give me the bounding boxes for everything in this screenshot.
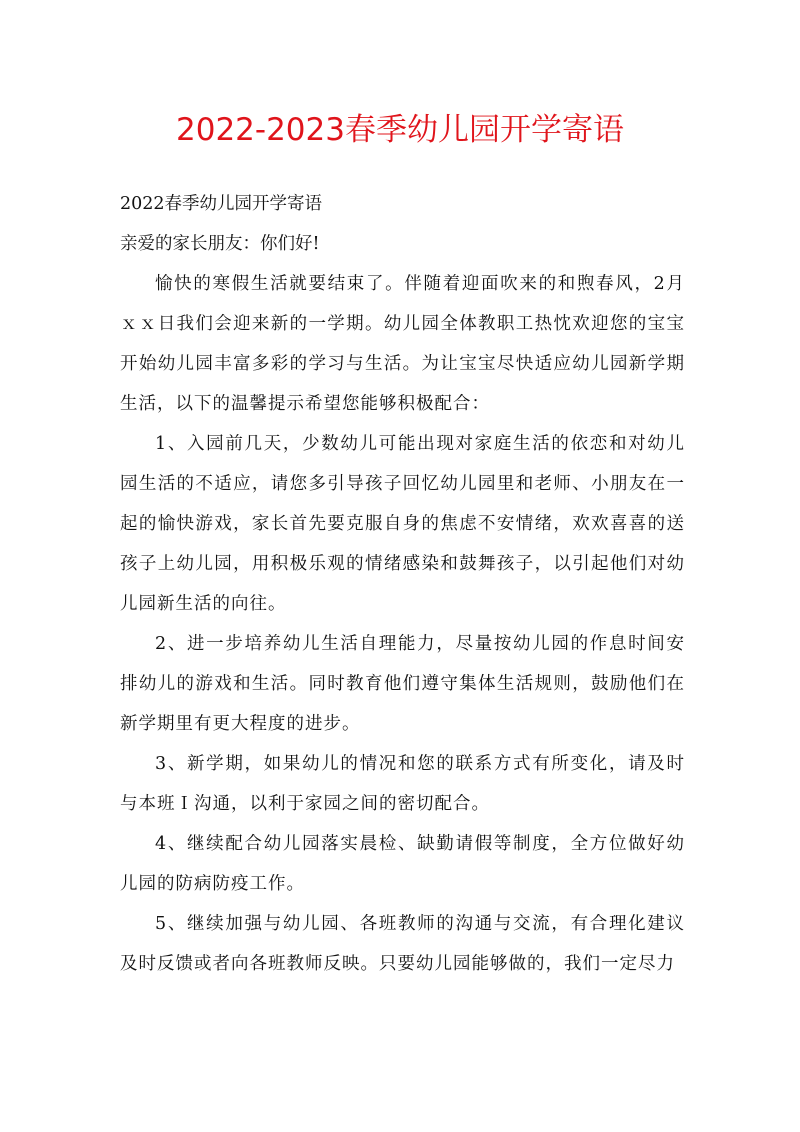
document-subtitle: 2022春季幼儿园开学寄语 (120, 194, 323, 214)
item-paragraph-2: 2、进一步培养幼儿生活自理能力，尽量按幼儿园的作息时间安排幼儿的游戏和生活。同时教育他们遵守集体生活规则，鼓励他们在新学期里有更大程度的进步。 (120, 634, 685, 734)
item-paragraph-3: 3、新学期，如果幼儿的情况和您的联系方式有所变化，请及时与本班Ｉ沟通，以利于家园之间的密切配合。 (120, 754, 685, 814)
item-paragraph-5: 5、继续加强与幼儿园、各班教师的沟通与交流，有合理化建议及时反馈或者向各班教师反映。只要幼儿园能够做的，我们一定尽力 (120, 914, 685, 974)
intro-paragraph: 愉快的寒假生活就要结束了。伴随着迎面吹来的和煦春风，2月ｘｘ日我们会迎来新的一学期。幼儿园全体教职工热忱欢迎您的宝宝开始幼儿园丰富多彩的学习与生活。为让宝宝尽快适应幼儿园新学期生活，以下的温馨提示希望您能够积极配合： (120, 274, 685, 414)
greeting-line: 亲爱的家长朋友：你们好! (120, 234, 320, 254)
document-body (120, 184, 685, 984)
item-paragraph-1: 1、入园前几天，少数幼儿可能出现对家庭生活的依恋和对幼儿园生活的不适应，请您多引导孩子回忆幼儿园里和老师、小朋友在一起的愉快游戏，家长首先要克服自身的焦虑不安情绪，欢欢喜喜的送孩子上幼儿园，用积极乐观的情绪感染和鼓舞孩子，以引起他们对幼儿园新生活的向往。 (120, 434, 685, 614)
item-paragraph-4: 4、继续配合幼儿园落实晨检、缺勤请假等制度，全方位做好幼儿园的防病防疫工作。 (120, 834, 685, 894)
document-title: 2022-2023春季幼儿园开学寄语 (176, 112, 624, 148)
